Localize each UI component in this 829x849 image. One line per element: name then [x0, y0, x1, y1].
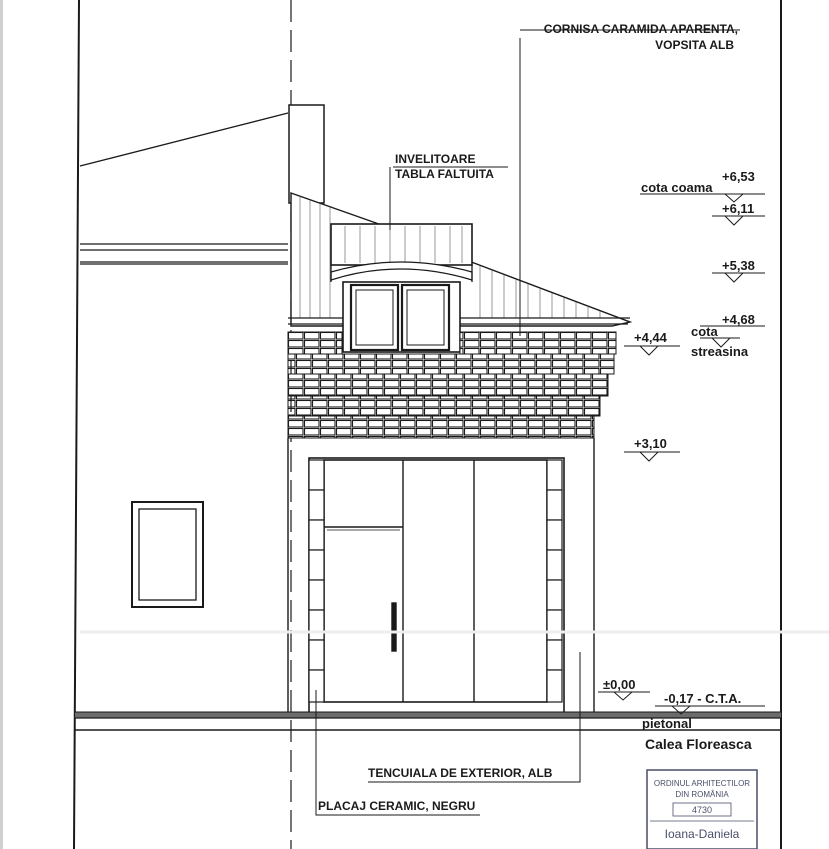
eave-label-1: cota	[691, 324, 718, 339]
stamp-line-1: ORDINUL ARHITECTILOR	[653, 779, 751, 788]
architect-stamp	[647, 770, 757, 849]
door-handle	[392, 603, 396, 651]
shopfront	[309, 458, 564, 717]
stamp-line-2: DIN ROMÂNIA	[675, 790, 729, 799]
cornice-label-2: VOPSITA ALB	[655, 38, 734, 52]
level-468: +4,68	[722, 312, 755, 327]
tile-jamb-right	[547, 460, 562, 702]
roof-label-1: INVELITOARE	[395, 152, 476, 166]
tile-label: PLACAJ CERAMIC, NEGRU	[318, 799, 476, 813]
level-444: +4,44	[634, 330, 667, 345]
eave-label-2: streasina	[691, 344, 749, 359]
level-538: +5,38	[722, 258, 755, 273]
level-000: ±0,00	[603, 677, 636, 692]
pavement-label: pietonal	[642, 716, 692, 731]
side-window	[132, 502, 203, 607]
cornice-label-1: CORNISA CARAMIDA APARENTA,	[543, 22, 738, 36]
stamp-name: Ioana-Daniela	[664, 827, 740, 841]
ridge-label: cota coama	[641, 180, 713, 195]
dormer	[331, 224, 472, 352]
level-310: +3,10	[634, 436, 667, 451]
level-653: +6,53	[722, 169, 755, 184]
render-label: TENCUIALA DE EXTERIOR, ALB	[368, 766, 553, 780]
chimney	[289, 105, 324, 203]
stamp-number: 4730	[691, 805, 713, 815]
roof-label-2: TABLA FALTUITA	[395, 167, 494, 181]
street-label: Calea Floreasca	[645, 736, 752, 752]
left-building	[80, 113, 288, 264]
level-611: +6,11	[722, 201, 755, 216]
frame-left-line	[74, 0, 79, 849]
tile-jamb-left	[309, 460, 324, 702]
level-cta: -0,17 - C.T.A.	[664, 691, 742, 706]
